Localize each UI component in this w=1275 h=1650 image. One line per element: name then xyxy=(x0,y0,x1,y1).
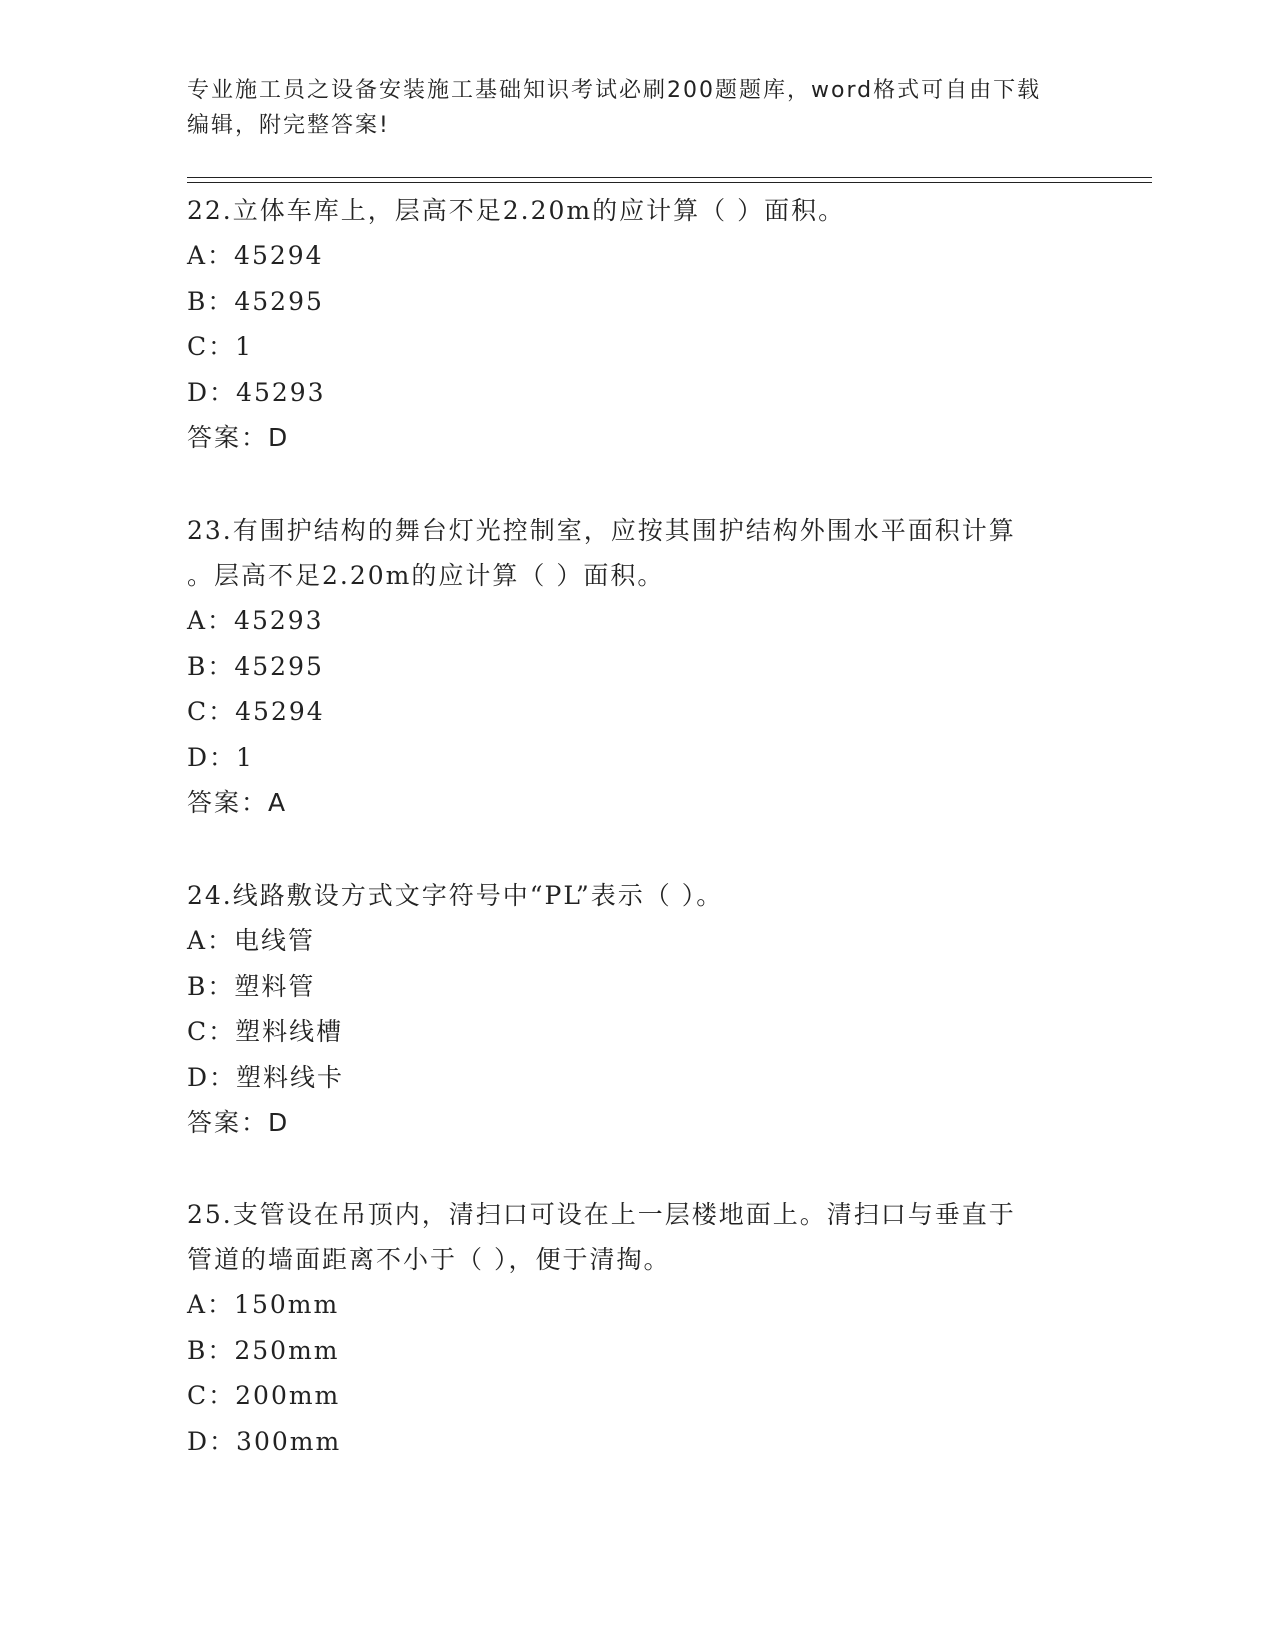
option-b: B：45295 xyxy=(187,651,324,681)
option-b: B：250mm xyxy=(187,1335,340,1365)
option-b: B：45295 xyxy=(187,286,324,316)
question-25 xyxy=(187,1192,1087,1464)
question-stem: 22.立体车库上，层高不足2.20m的应计算（ ）面积。 xyxy=(187,196,846,225)
option-d: D：1 xyxy=(187,742,254,772)
header-divider-bottom xyxy=(187,182,1152,183)
option-a: A：45293 xyxy=(187,606,324,635)
option-d: D：45293 xyxy=(187,377,326,407)
answer: 答案：D xyxy=(187,423,290,452)
option-b: B：塑料管 xyxy=(187,971,316,1001)
option-a: A：150mm xyxy=(187,1290,340,1319)
option-c: C：45294 xyxy=(187,697,325,726)
header-divider-top xyxy=(187,177,1152,178)
header-line-2: 编辑，附完整答案! xyxy=(187,113,390,138)
question-stem-line-2: 管道的墙面距离不小于（ ），便于清掏。 xyxy=(187,1245,671,1274)
question-stem-line-1: 25.支管设在吊顶内，清扫口可设在上一层楼地面上。清扫口与垂直于 xyxy=(187,1200,1016,1229)
option-a: A：45294 xyxy=(187,241,324,270)
option-a: A：电线管 xyxy=(187,926,316,955)
document-header xyxy=(187,73,1087,143)
option-d: D：300mm xyxy=(187,1426,342,1456)
option-d: D：塑料线卡 xyxy=(187,1062,345,1092)
option-c: C：200mm xyxy=(187,1381,341,1410)
option-c: C：1 xyxy=(187,332,254,361)
answer: 答案：D xyxy=(187,1108,290,1137)
option-c: C：塑料线槽 xyxy=(187,1017,344,1046)
question-stem: 24.线路敷设方式文字符号中“PL”表示（ ）。 xyxy=(187,881,724,910)
answer: 答案：A xyxy=(187,788,288,817)
question-22 xyxy=(187,188,1087,460)
question-stem-line-2: 。层高不足2.20m的应计算（ ）面积。 xyxy=(187,561,665,590)
question-24 xyxy=(187,873,1087,1145)
question-23 xyxy=(187,508,1087,825)
header-line-1: 专业施工员之设备安装施工基础知识考试必刷200题题库，word格式可自由下载 xyxy=(187,78,1042,103)
question-stem-line-1: 23.有围护结构的舞台灯光控制室，应按其围护结构外围水平面积计算 xyxy=(187,516,1016,545)
